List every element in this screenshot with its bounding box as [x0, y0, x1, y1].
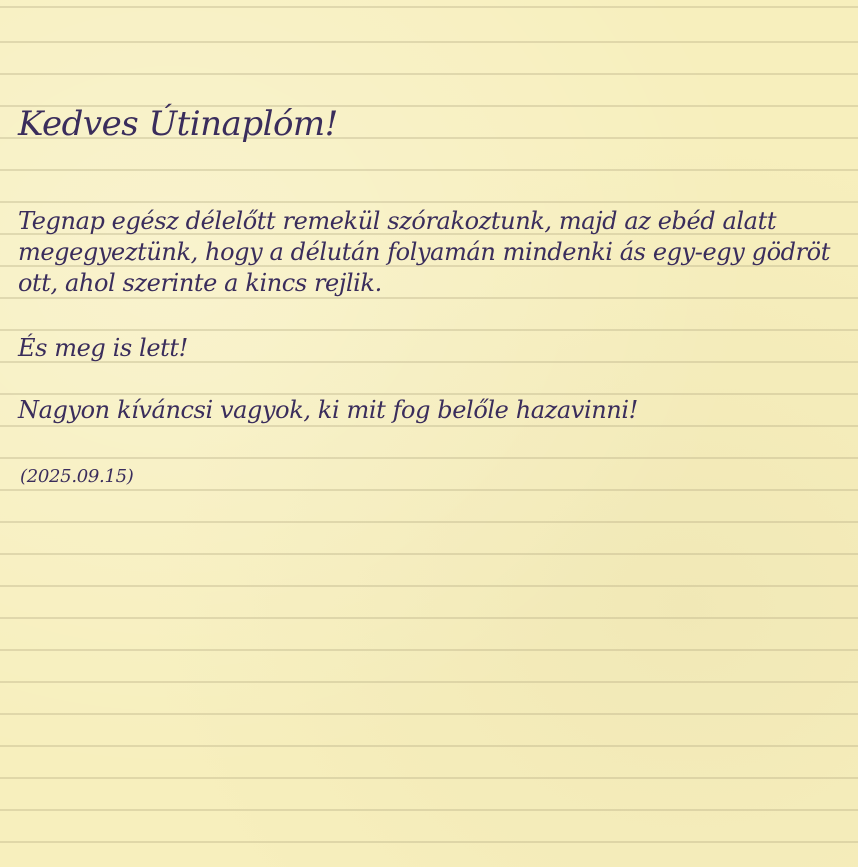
diary-paragraph-1: Tegnap egész délelőtt remekül szórakoztunk, majd az ebéd alatt megegyeztünk, hogy a délután folyamán mindenki ás egy-egy gödröt ott, ahol szerinte a kincs rejlik. — [18, 207, 830, 297]
diary-date: (2025.09.15) — [20, 466, 134, 487]
diary-title: Kedves Útinaplóm! — [18, 104, 338, 144]
diary-paragraph-2: És meg is lett! — [18, 334, 188, 362]
diary-paragraph-3: Nagyon kíváncsi vagyok, ki mit fog belőle hazavinni! — [18, 396, 638, 424]
